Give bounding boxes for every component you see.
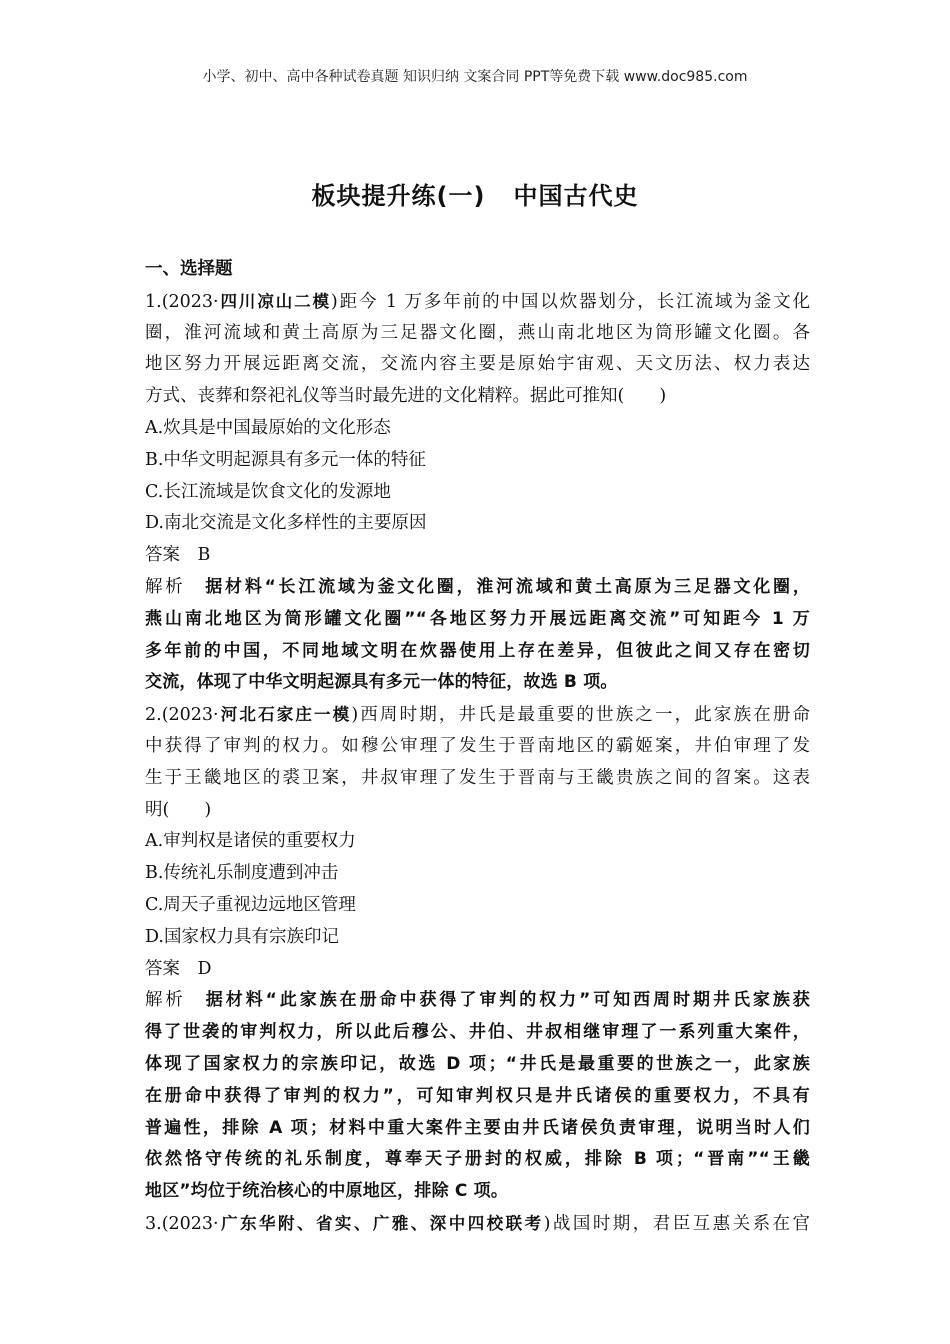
document-body [145,254,810,1240]
question-1-line: 圈，淮河流域和黄土高原为三足器文化圈，燕山南北地区为筒形罐文化圈。各 [145,322,810,343]
question-number: 1.(2023· [145,291,219,312]
explanation-line: 交流，体现了中华文明起源具有多元一体的特征，故选 B 项。 [145,672,618,693]
explanation-label: 解析 [145,990,186,1011]
question-text: )距今 1 万多年前的中国以炊器划分，长江流域为釜文化 [330,291,810,312]
section-heading: 一、选择题 [145,259,233,279]
question-1-line: 方式、丧葬和祭祀礼仪等当时最先进的文化精粹。据此可推知( ) [145,386,667,407]
question-source: 四川凉山二模 [218,291,331,311]
option-a: A.审判权是诸侯的重要权力 [145,831,356,852]
explanation-line: 普遍性，排除 A 项；材料中重大案件主要由井氏诸侯负责审理，说明当时人们 [145,1117,810,1138]
explanation-line: 依然恪守传统的礼乐制度，尊奉天子册封的权威，排除 B 项；“晋南”“王畿 [145,1149,810,1170]
question-text: )西周时期，井氏是最重要的世族之一，此家族在册命 [351,705,811,726]
explanation-label: 解析 [145,576,186,597]
option-d: D.国家权力具有宗族印记 [145,926,339,947]
question-2-line: 中获得了审判的权力。如穆公审理了发生于晋南地区的霸姬案，井伯审理了发 [145,735,810,756]
question-text: )战国时期，君臣互惠关系在官 [543,1213,811,1234]
answer-value: B [197,545,211,566]
question-source: 广东华附、省实、广雅、深中四校联考 [218,1213,544,1233]
explanation-line: 得了世袭的审判权力，所以此后穆公、井伯、井叔相继审理了一系列重大案件， [145,1022,810,1043]
option-b: B.中华文明起源具有多元一体的特征 [145,449,426,470]
answer-line [145,954,810,986]
answer-line [145,540,810,572]
question-number: 2.(2023· [145,705,219,726]
explanation-line: 体现了国家权力的宗族印记，故选 D 项；“井氏是最重要的世族之一，此家族 [145,1053,810,1074]
title-part1: 板块提升练(一) [311,182,486,210]
option-c: C.周天子重视边远地区管理 [145,894,356,915]
question-2-line: 明( ) [145,799,212,820]
question-2-line [145,699,810,731]
explanation-line: 地区”均位于统治核心的中原地区，排除 C 项。 [145,1181,509,1202]
option-b: B.传统礼乐制度遭到冲击 [145,863,339,884]
answer-label: 答案 [145,958,180,979]
answer-value: D [197,958,212,979]
title-part2: 中国古代史 [513,182,639,210]
option-d: D.南北交流是文化多样性的主要原因 [145,513,427,534]
explanation-line [145,985,810,1017]
question-2-line: 生于王畿地区的裘卫案，井叔审理了发生于晋南与王畿贵族之间的曶案。这表 [145,767,810,788]
question-1-line: 地区努力开展远距离交流，交流内容主要是原始宇宙观、天文历法、权力表达 [145,354,810,375]
answer-label: 答案 [145,545,180,566]
explanation-line: 在册命中获得了审判的权力”，可知审判权只是井氏诸侯的重要权力，不具有 [145,1085,810,1106]
question-number: 3.(2023· [145,1213,219,1234]
question-1-line [145,286,810,318]
question-source: 河北石家庄一模 [218,705,352,725]
question-3-line [145,1208,810,1240]
explanation-line: 多年前的中国，不同地域文明在炊器使用上存在差异，但彼此之间又存在密切 [145,640,810,661]
explanation-text: 据材料“此家族在册命中获得了审判的权力”可知西周时期井氏家族获 [205,990,811,1011]
explanation-text: 据材料“长江流域为釜文化圈，淮河流域和黄土高原为三足器文化圈， [205,576,811,597]
explanation-line: 燕山南北地区为筒形罐文化圈”“各地区努力开展远距离交流”可知距今 1 万 [145,608,810,629]
explanation-line [145,572,810,604]
option-a: A.炊具是中国最原始的文化形态 [145,417,391,438]
option-c: C.长江流域是饮食文化的发源地 [145,481,391,502]
page-header: 小学、初中、高中各种试卷真题 知识归纳 文案合同 PPT等免费下载 www.doc985.com [202,69,748,85]
page-title [0,176,950,211]
